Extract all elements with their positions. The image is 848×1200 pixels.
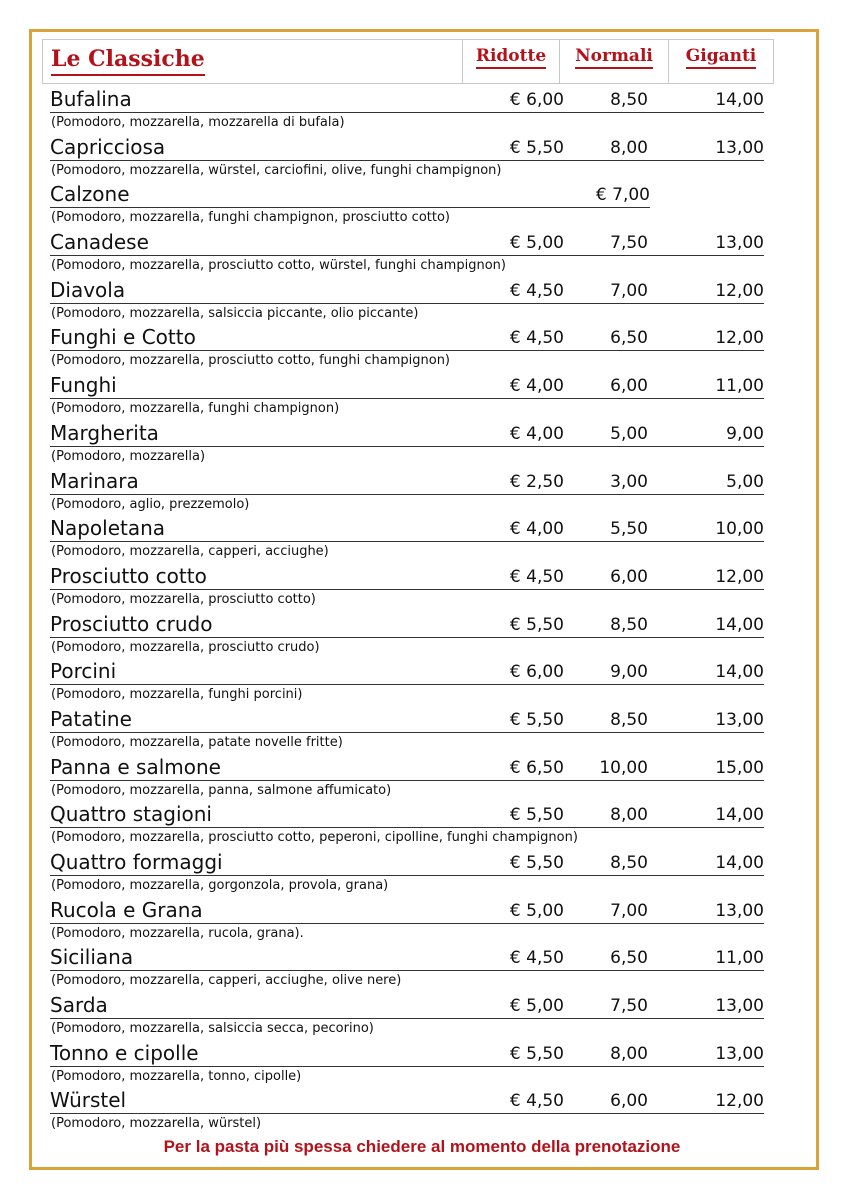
menu-item-ingredients: (Pomodoro, aglio, prezzemolo) — [51, 496, 250, 512]
price-ridotte: € 6,50 — [509, 757, 564, 778]
price-normali: 8,50 — [610, 709, 648, 730]
menu-item-name: Porcini — [50, 659, 117, 684]
menu-item-rule — [50, 970, 764, 971]
price-giganti: 9,00 — [726, 423, 764, 444]
price-ridotte: € 4,00 — [509, 376, 564, 397]
menu-item-ingredients: (Pomodoro, mozzarella, prosciutto crudo) — [51, 639, 320, 655]
price-normali: 8,00 — [610, 137, 648, 158]
menu-item — [50, 1087, 770, 1135]
price-ridotte: € 5,50 — [509, 709, 564, 730]
menu-item-ingredients: (Pomodoro, mozzarella, salsiccia piccante, olio piccante) — [51, 305, 419, 321]
price-giganti: 14,00 — [715, 614, 764, 635]
price-giganti: 13,00 — [715, 233, 764, 254]
price-ridotte: € 2,50 — [509, 471, 564, 492]
price-normali: 6,00 — [610, 376, 648, 397]
menu-item — [50, 86, 770, 134]
price-normali: 8,50 — [610, 853, 648, 873]
price-normali: 8,00 — [610, 1043, 648, 1064]
menu-item-ingredients: (Pomodoro, mozzarella, prosciutto cotto, funghi champignon) — [51, 353, 451, 369]
menu-item — [50, 754, 770, 802]
price-ridotte: € 5,50 — [509, 614, 564, 635]
price-giganti: 12,00 — [715, 1091, 764, 1112]
menu-item-rule — [50, 923, 764, 924]
menu-item — [50, 563, 770, 611]
menu-item-name: Tonno e cipolle — [50, 1040, 199, 1065]
price-ridotte: € 4,50 — [509, 1091, 564, 1112]
price-ridotte: € 4,00 — [509, 519, 564, 540]
menu-item-price: € 7,00 — [595, 185, 650, 206]
menu-item-ingredients: (Pomodoro, mozzarella, würstel, carciofini, olive, funghi champignon) — [51, 162, 502, 178]
price-normali: 7,00 — [610, 900, 648, 921]
price-ridotte: € 4,50 — [509, 948, 564, 969]
price-ridotte: € 4,50 — [509, 566, 564, 587]
menu-item-rule — [50, 1066, 764, 1067]
menu-item-rule — [50, 160, 764, 161]
price-giganti: 13,00 — [715, 1043, 764, 1064]
menu-item-name: Quattro stagioni — [50, 802, 212, 827]
menu-item-ingredients: (Pomodoro, mozzarella, patate novelle fritte) — [51, 734, 343, 750]
menu-item-rule — [50, 637, 764, 638]
price-giganti: 13,00 — [715, 996, 764, 1017]
menu-item-ingredients: (Pomodoro, mozzarella) — [51, 448, 206, 464]
menu-item-ingredients: (Pomodoro, mozzarella, funghi champignon) — [51, 401, 340, 417]
menu-item — [50, 706, 770, 754]
menu-item-ingredients: (Pomodoro, mozzarella, prosciutto cotto, peperoni, cipolline, funghi champignon) — [51, 830, 578, 846]
menu-item-name: Margherita — [50, 420, 159, 445]
menu-item-name: Calzone — [50, 182, 130, 207]
menu-item — [50, 277, 770, 325]
header-col-giganti — [669, 40, 773, 83]
menu-item — [50, 944, 770, 992]
menu-item — [50, 1040, 770, 1088]
price-ridotte: € 5,00 — [509, 233, 564, 254]
price-normali: 8,00 — [610, 805, 648, 826]
menu-item-ingredients: (Pomodoro, mozzarella, gorgonzola, provola, grana) — [51, 878, 389, 893]
price-giganti: 14,00 — [715, 853, 764, 873]
menu-item — [50, 134, 770, 182]
price-ridotte: € 5,50 — [509, 805, 564, 826]
menu-item — [50, 897, 770, 945]
menu-item-rule — [50, 446, 764, 447]
menu-item — [50, 801, 770, 849]
price-giganti: 14,00 — [715, 662, 764, 683]
menu-item-rule — [50, 207, 650, 208]
price-giganti: 11,00 — [715, 376, 764, 397]
menu-item-rule — [50, 875, 764, 876]
header-col-ridotte — [463, 40, 560, 83]
menu-item-name: Funghi e Cotto — [50, 325, 196, 350]
menu-item — [50, 324, 770, 372]
price-normali: 9,00 — [610, 662, 648, 683]
menu-item-ingredients: (Pomodoro, mozzarella, panna, salmone affumicato) — [51, 782, 392, 798]
price-normali: 6,50 — [610, 328, 648, 349]
menu-item-name: Rucola e Grana — [50, 897, 203, 922]
menu-item-ingredients: (Pomodoro, mozzarella, capperi, acciughe, olive nere) — [51, 973, 402, 989]
menu-item — [50, 181, 770, 229]
price-giganti: 5,00 — [726, 471, 764, 492]
price-normali: 7,50 — [610, 996, 648, 1017]
price-giganti: 11,00 — [715, 948, 764, 969]
price-giganti: 13,00 — [715, 709, 764, 730]
section-title: Le Classiche — [51, 46, 205, 76]
price-ridotte: € 4,50 — [509, 328, 564, 349]
menu-item-name: Prosciutto crudo — [50, 611, 213, 636]
col-ridotte-label: Ridotte — [476, 46, 546, 69]
price-ridotte: € 5,00 — [509, 900, 564, 921]
menu-item — [50, 420, 770, 468]
menu-header — [42, 39, 774, 84]
price-giganti: 12,00 — [715, 280, 764, 301]
menu-item-name: Würstel — [50, 1088, 127, 1113]
menu-item — [50, 849, 770, 897]
menu-item-rule — [50, 1018, 764, 1019]
price-normali: 6,50 — [610, 948, 648, 969]
menu-item-ingredients: (Pomodoro, mozzarella, tonno, cipolle) — [51, 1068, 302, 1084]
menu-item-name: Quattro formaggi — [50, 850, 223, 874]
menu-item-name: Sarda — [50, 993, 108, 1018]
menu-item-rule — [50, 112, 764, 113]
price-normali: 8,50 — [610, 90, 648, 110]
menu-item-rule — [50, 303, 764, 304]
menu-item — [50, 468, 770, 516]
menu-item-rule — [50, 827, 764, 828]
price-ridotte: € 4,50 — [509, 280, 564, 301]
menu-item-name: Bufalina — [50, 87, 132, 111]
menu-item-name: Siciliana — [50, 945, 134, 970]
menu-item-name: Canadese — [50, 230, 149, 255]
header-title-cell — [43, 40, 463, 83]
menu-item-ingredients: (Pomodoro, mozzarella, capperi, acciughe) — [51, 544, 329, 560]
col-giganti-label: Giganti — [686, 46, 757, 69]
price-ridotte: € 6,00 — [509, 90, 564, 110]
price-normali: 5,00 — [610, 423, 648, 444]
price-ridotte: € 5,00 — [509, 996, 564, 1017]
price-normali: 7,50 — [610, 233, 648, 254]
price-normali: 10,00 — [599, 757, 648, 778]
price-giganti: 13,00 — [715, 137, 764, 158]
menu-item-ingredients: (Pomodoro, mozzarella, funghi champignon, prosciutto cotto) — [51, 210, 451, 226]
price-giganti: 13,00 — [715, 900, 764, 921]
price-giganti: 15,00 — [715, 757, 764, 778]
price-giganti: 14,00 — [715, 805, 764, 826]
menu-item-name: Capricciosa — [50, 134, 166, 159]
menu-item-rule — [50, 541, 764, 542]
price-giganti: 12,00 — [715, 566, 764, 587]
price-ridotte: € 4,00 — [509, 423, 564, 444]
menu-item-name: Marinara — [50, 468, 139, 493]
price-giganti: 14,00 — [715, 90, 764, 110]
price-ridotte: € 5,50 — [509, 1043, 564, 1064]
price-normali: 7,00 — [610, 280, 648, 301]
menu-item-rule — [50, 398, 764, 399]
price-giganti: 10,00 — [715, 519, 764, 540]
menu-item-name: Diavola — [50, 277, 126, 302]
menu-item-rule — [50, 350, 764, 351]
price-normali: 8,50 — [610, 614, 648, 635]
menu-item-ingredients: (Pomodoro, mozzarella, rucola, grana). — [51, 925, 304, 941]
menu-item-rule — [50, 255, 764, 256]
menu-item-ingredients: (Pomodoro, mozzarella, funghi porcini) — [51, 687, 303, 703]
menu-item-name: Funghi — [50, 373, 117, 398]
footer-note: Per la pasta più spessa chiedere al momento della prenotazione — [163, 1137, 681, 1156]
col-normali-label: Normali — [575, 46, 653, 69]
menu-item-rule — [50, 684, 764, 685]
price-ridotte: € 5,50 — [509, 137, 564, 158]
menu-item — [50, 229, 770, 277]
menu-item-ingredients: (Pomodoro, mozzarella, salsiccia secca, pecorino) — [51, 1021, 374, 1037]
menu-item-rule — [50, 1113, 764, 1114]
menu-item — [50, 611, 770, 659]
menu-item-ingredients: (Pomodoro, mozzarella, prosciutto cotto) — [51, 591, 316, 607]
menu-item-name: Panna e salmone — [50, 754, 221, 779]
menu-item-ingredients: (Pomodoro, mozzarella, würstel) — [51, 1116, 262, 1132]
price-giganti: 12,00 — [715, 328, 764, 349]
header-col-normali — [560, 40, 669, 83]
menu-item-rule — [50, 780, 764, 781]
price-ridotte: € 6,00 — [509, 662, 564, 683]
price-normali: 6,00 — [610, 1091, 648, 1112]
menu-item-name: Prosciutto cotto — [50, 563, 207, 588]
price-ridotte: € 5,50 — [509, 853, 564, 873]
menu-item-rule — [50, 589, 764, 590]
menu-item — [50, 515, 770, 563]
menu-item-rule — [50, 732, 764, 733]
price-normali: 6,00 — [610, 566, 648, 587]
menu-item — [50, 372, 770, 420]
menu-item — [50, 992, 770, 1040]
price-normali: 5,50 — [610, 519, 648, 540]
menu-item-rule — [50, 494, 764, 495]
menu-item-name: Napoletana — [50, 516, 166, 541]
menu-item-ingredients: (Pomodoro, mozzarella, mozzarella di bufala) — [51, 115, 345, 130]
price-normali: 3,00 — [610, 471, 648, 492]
menu-item-list — [50, 86, 770, 1135]
menu-item — [50, 658, 770, 706]
menu-item-name: Patatine — [50, 706, 132, 731]
menu-item-ingredients: (Pomodoro, mozzarella, prosciutto cotto, würstel, funghi champignon) — [51, 258, 506, 274]
